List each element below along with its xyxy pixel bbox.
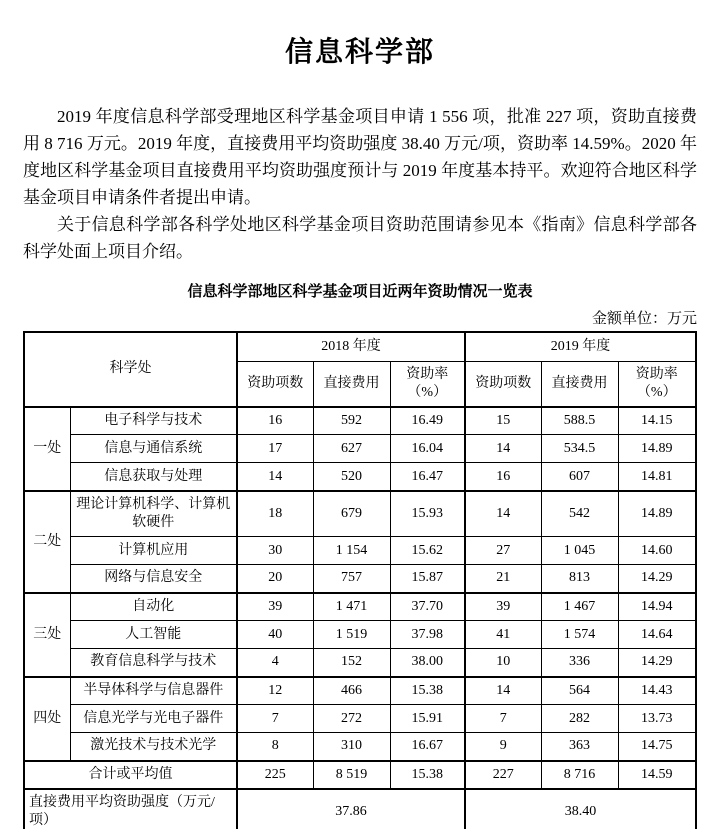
header-2019-direct-cost: 直接费用 <box>541 361 618 407</box>
header-year-2019: 2019 年度 <box>465 332 696 361</box>
value-cell: 40 <box>237 621 313 649</box>
value-cell: 39 <box>465 593 541 621</box>
value-cell: 336 <box>541 649 618 677</box>
field-cell: 自动化 <box>70 593 237 621</box>
division-cell: 三处 <box>24 593 70 677</box>
value-cell: 679 <box>313 491 390 537</box>
value-cell: 15 <box>465 407 541 435</box>
value-cell: 7 <box>237 705 313 733</box>
value-cell: 627 <box>313 435 390 463</box>
value-cell: 14.81 <box>618 463 696 491</box>
value-cell: 37.70 <box>390 593 465 621</box>
field-cell: 电子科学与技术 <box>70 407 237 435</box>
value-cell: 363 <box>541 733 618 761</box>
table-row <box>24 593 696 621</box>
value-cell: 13.73 <box>618 705 696 733</box>
value-cell: 14.43 <box>618 677 696 705</box>
value-cell: 14.89 <box>618 491 696 537</box>
avg-intensity-label: 直接费用平均资助强度（万元/项） <box>24 789 237 829</box>
value-cell: 15.38 <box>390 677 465 705</box>
value-cell: 20 <box>237 565 313 593</box>
value-cell: 16.67 <box>390 733 465 761</box>
field-cell: 信息获取与处理 <box>70 463 237 491</box>
value-cell: 14.64 <box>618 621 696 649</box>
value-cell: 16.04 <box>390 435 465 463</box>
value-cell: 564 <box>541 677 618 705</box>
value-cell: 534.5 <box>541 435 618 463</box>
field-cell: 教育信息科学与技术 <box>70 649 237 677</box>
field-cell: 网络与信息安全 <box>70 565 237 593</box>
value-cell: 38.00 <box>390 649 465 677</box>
value-cell: 466 <box>313 677 390 705</box>
value-cell: 14.60 <box>618 537 696 565</box>
value-cell: 14 <box>237 463 313 491</box>
value-cell: 227 <box>465 761 541 789</box>
table-row <box>24 435 696 463</box>
total-row <box>24 761 696 789</box>
value-cell: 15.87 <box>390 565 465 593</box>
value-cell: 14.94 <box>618 593 696 621</box>
value-cell: 152 <box>313 649 390 677</box>
value-cell: 1 471 <box>313 593 390 621</box>
value-cell: 21 <box>465 565 541 593</box>
value-cell: 272 <box>313 705 390 733</box>
value-cell: 14.75 <box>618 733 696 761</box>
value-cell: 225 <box>237 761 313 789</box>
value-cell: 588.5 <box>541 407 618 435</box>
division-cell: 二处 <box>24 491 70 593</box>
intro-paragraph-1: 2019 年度信息科学部受理地区科学基金项目申请 1 556 项，批准 227 项，资助直接费用 8 716 万元。2019 年度，直接费用平均资助强度 38.40 万元/项，资助率 14.59%。2020 年度地区科学基金项目直接费用平均资助强度预计与 2019 年度基本持平。欢迎符合地区科学基金项目申请条件者提出申请。 <box>23 107 697 207</box>
value-cell: 17 <box>237 435 313 463</box>
value-cell: 8 716 <box>541 761 618 789</box>
value-cell: 18 <box>237 491 313 537</box>
value-cell: 27 <box>465 537 541 565</box>
value-cell: 14 <box>465 435 541 463</box>
value-cell: 41 <box>465 621 541 649</box>
value-cell: 14.29 <box>618 649 696 677</box>
value-cell: 310 <box>313 733 390 761</box>
table-row <box>24 677 696 705</box>
value-cell: 16.49 <box>390 407 465 435</box>
avg-value-2019: 38.40 <box>465 789 696 829</box>
value-cell: 15.91 <box>390 705 465 733</box>
header-2018-direct-cost: 直接费用 <box>313 361 390 407</box>
table-row <box>24 565 696 593</box>
value-cell: 282 <box>541 705 618 733</box>
header-division: 科学处 <box>24 332 237 407</box>
field-cell: 半导体科学与信息器件 <box>70 677 237 705</box>
intro-section <box>23 103 697 265</box>
value-cell: 15.93 <box>390 491 465 537</box>
funding-table <box>23 331 697 829</box>
field-cell: 人工智能 <box>70 621 237 649</box>
value-cell: 12 <box>237 677 313 705</box>
value-cell: 7 <box>465 705 541 733</box>
value-cell: 757 <box>313 565 390 593</box>
avg-value-2018: 37.86 <box>237 789 465 829</box>
value-cell: 14.15 <box>618 407 696 435</box>
value-cell: 8 519 <box>313 761 390 789</box>
document-title: 信息科学部 <box>284 36 435 67</box>
value-cell: 10 <box>465 649 541 677</box>
field-cell: 信息光学与光电子器件 <box>70 705 237 733</box>
value-cell: 9 <box>465 733 541 761</box>
value-cell: 14.29 <box>618 565 696 593</box>
value-cell: 1 574 <box>541 621 618 649</box>
total-label: 合计或平均值 <box>24 761 237 789</box>
value-cell: 542 <box>541 491 618 537</box>
value-cell: 37.98 <box>390 621 465 649</box>
table-row <box>24 491 696 537</box>
field-cell: 计算机应用 <box>70 537 237 565</box>
table-row <box>24 649 696 677</box>
table-row <box>24 407 696 435</box>
table-row <box>24 621 696 649</box>
avg-intensity-row <box>24 789 696 829</box>
header-2019-projects: 资助项数 <box>465 361 541 407</box>
table-row <box>24 463 696 491</box>
value-cell: 1 154 <box>313 537 390 565</box>
value-cell: 16 <box>237 407 313 435</box>
value-cell: 1 519 <box>313 621 390 649</box>
intro-paragraph-2: 关于信息科学部各科学处地区科学基金项目资助范围请参见本《指南》信息科学部各科学处面上项目介绍。 <box>23 215 697 261</box>
value-cell: 16.47 <box>390 463 465 491</box>
table-row <box>24 537 696 565</box>
value-cell: 16 <box>465 463 541 491</box>
table-caption: 信息科学部地区科学基金项目近两年资助情况一览表 <box>187 283 533 300</box>
header-2018-projects: 资助项数 <box>237 361 313 407</box>
division-cell: 一处 <box>24 407 70 491</box>
unit-note: 金额单位：万元 <box>591 311 697 327</box>
value-cell: 607 <box>541 463 618 491</box>
header-2018-funding-rate: 资助率（%） <box>390 361 465 407</box>
value-cell: 14 <box>465 677 541 705</box>
field-cell: 信息与通信系统 <box>70 435 237 463</box>
value-cell: 14.89 <box>618 435 696 463</box>
field-cell: 激光技术与技术光学 <box>70 733 237 761</box>
value-cell: 15.62 <box>390 537 465 565</box>
value-cell: 1 045 <box>541 537 618 565</box>
table-row <box>24 733 696 761</box>
value-cell: 39 <box>237 593 313 621</box>
value-cell: 14.59 <box>618 761 696 789</box>
division-cell: 四处 <box>24 677 70 761</box>
value-cell: 30 <box>237 537 313 565</box>
value-cell: 4 <box>237 649 313 677</box>
value-cell: 14 <box>465 491 541 537</box>
value-cell: 813 <box>541 565 618 593</box>
value-cell: 520 <box>313 463 390 491</box>
header-2019-funding-rate: 资助率（%） <box>618 361 696 407</box>
table-row <box>24 705 696 733</box>
value-cell: 15.38 <box>390 761 465 789</box>
header-row-years <box>24 332 696 361</box>
value-cell: 8 <box>237 733 313 761</box>
value-cell: 592 <box>313 407 390 435</box>
field-cell: 理论计算机科学、计算机软硬件 <box>70 491 237 537</box>
value-cell: 1 467 <box>541 593 618 621</box>
header-year-2018: 2018 年度 <box>237 332 465 361</box>
